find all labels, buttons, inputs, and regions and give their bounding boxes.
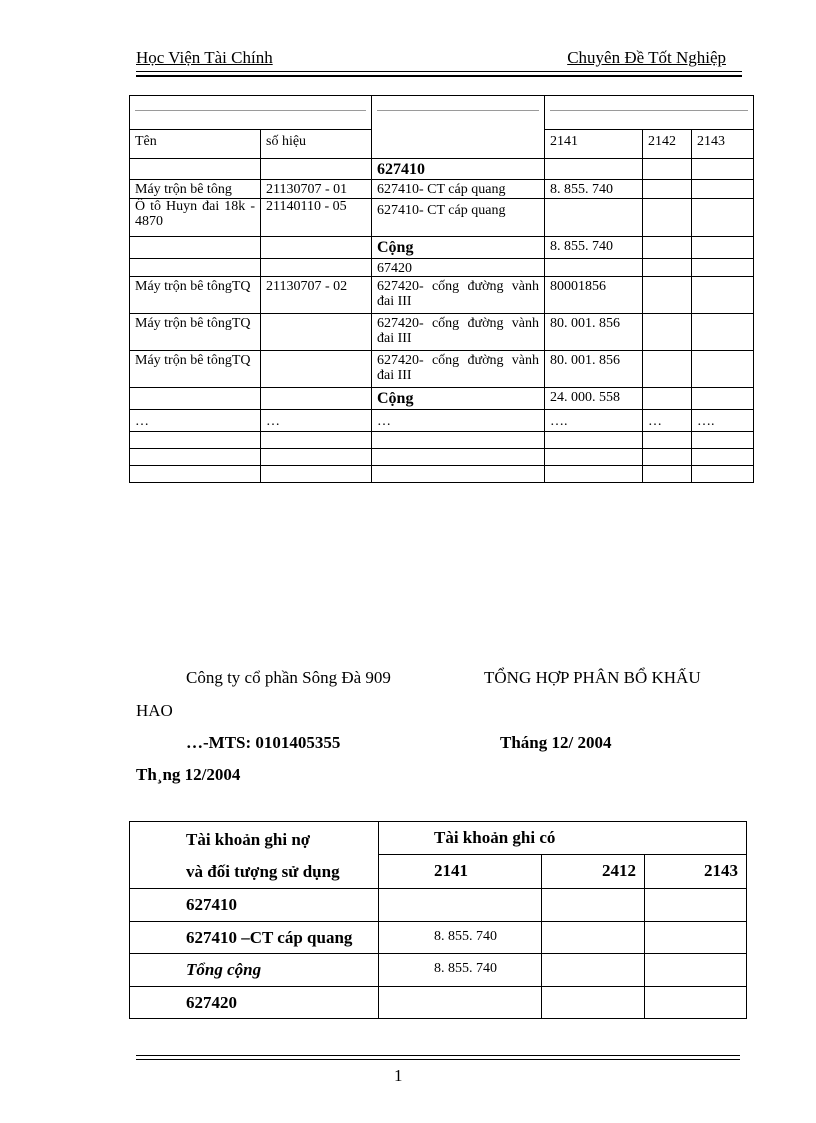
col-header-2141: 2141	[379, 854, 542, 888]
cell-2141: 8. 855. 740	[545, 237, 643, 259]
cell-2142	[643, 314, 692, 351]
empty-cell	[130, 432, 261, 449]
table-row	[130, 388, 754, 410]
cell-dien-giai: 67420	[372, 259, 545, 277]
cell-2143	[692, 351, 754, 388]
cell-2142	[643, 351, 692, 388]
cell-dien-giai: 627410- CT cáp quang	[372, 180, 545, 199]
empty-cell	[545, 449, 643, 466]
empty-cell	[643, 432, 692, 449]
empty-cell	[372, 466, 545, 483]
empty-cell	[130, 466, 261, 483]
cell-2141: 24. 000. 558	[545, 388, 643, 410]
cell-sohieu	[261, 314, 372, 351]
cell-2141	[545, 159, 643, 180]
cell-dien-giai: 627410	[372, 159, 545, 180]
header-right: Chuyên Đề Tốt Nghiệp	[567, 48, 726, 67]
cell-2142	[643, 388, 692, 410]
header-rule-thick	[136, 75, 742, 77]
table-row	[130, 449, 754, 466]
table-row	[130, 180, 754, 199]
cell-ten	[130, 388, 261, 410]
empty-cell	[545, 432, 643, 449]
cell-2141: 80. 001. 856	[545, 314, 643, 351]
total-label: Tổng cộng	[130, 954, 379, 987]
table-row	[130, 314, 754, 351]
cell-ten: Máy trộn bê tôngTQ	[130, 314, 261, 351]
cell-2142: …	[643, 410, 692, 432]
cell-dien-giai: Cộng	[372, 237, 545, 259]
report-title: TỔNG HỢP PHÂN BỔ KHẤU	[484, 668, 701, 687]
col-header-2141: 2141	[545, 130, 643, 159]
table-row	[130, 199, 754, 237]
empty-cell	[261, 466, 372, 483]
cell-2142	[643, 180, 692, 199]
cell-2141	[545, 259, 643, 277]
empty-cell	[372, 432, 545, 449]
mts-code: …-MTS: 0101405355	[186, 733, 341, 752]
cell-2142	[643, 277, 692, 314]
cell-sohieu: 21130707 - 02	[261, 277, 372, 314]
header-left: Học Viện Tài Chính	[136, 48, 273, 67]
cell-2142	[643, 259, 692, 277]
header-rule	[136, 71, 742, 72]
cell-dien-giai: 627420- cống đường vành đai III	[372, 351, 545, 388]
table-row	[130, 954, 747, 987]
col-header-2412: 2412	[542, 854, 645, 888]
empty-cell	[261, 449, 372, 466]
table-row	[130, 351, 754, 388]
cell-sohieu: …	[261, 410, 372, 432]
cell-ten: Máy trộn bê tôngTQ	[130, 351, 261, 388]
cell-2141: 80001856	[545, 277, 643, 314]
table-row	[130, 259, 754, 277]
cell-2143	[692, 388, 754, 410]
empty-cell	[130, 449, 261, 466]
cell-2141	[379, 987, 542, 1019]
cell-2143	[692, 237, 754, 259]
empty-cell	[372, 449, 545, 466]
table-row	[130, 987, 747, 1019]
col-header-sohieu: số hiệu	[261, 130, 372, 159]
cell-2143	[645, 954, 747, 987]
table-row	[130, 432, 754, 449]
cell-2141: 8. 855. 740	[545, 180, 643, 199]
cell-ten: Ô tô Huyn đai 18k - 4870	[130, 199, 261, 237]
cell-dien-giai: …	[372, 410, 545, 432]
cell-ten: …	[130, 410, 261, 432]
cell-2143	[645, 987, 747, 1019]
depreciation-table	[129, 95, 754, 483]
empty-cell	[692, 466, 754, 483]
debit-header-line2: và đối tượng sử dụng	[186, 862, 340, 881]
cell-2142	[643, 199, 692, 237]
cell-2143	[692, 259, 754, 277]
cell-sohieu	[261, 259, 372, 277]
cell-sohieu: 21140110 - 05	[261, 199, 372, 237]
footer-rule	[136, 1055, 740, 1056]
cell-sohieu	[261, 351, 372, 388]
cell-2141: 8. 855. 740	[379, 954, 542, 987]
cell-dien-giai: 627410- CT cáp quang	[372, 199, 545, 237]
table-row	[130, 410, 754, 432]
cell-sohieu: 21130707 - 01	[261, 180, 372, 199]
credit-account-header: Tài khoản ghi có	[379, 822, 747, 855]
cell-sohieu	[261, 159, 372, 180]
cell-sohieu	[261, 237, 372, 259]
cell-ten	[130, 259, 261, 277]
cell-2141	[545, 199, 643, 237]
header-blank-cell	[545, 96, 754, 130]
page-number: 1	[394, 1066, 403, 1085]
debit-header-line1: Tài khoản ghi nợ	[186, 830, 311, 849]
cell-2141: 8. 855. 740	[379, 922, 542, 954]
table-row	[130, 277, 754, 314]
report-title-cont: HAO	[136, 701, 173, 720]
cell-2412	[542, 889, 645, 922]
cell-2142	[643, 237, 692, 259]
cell-dien-giai: 627420- cống đường vành đai III	[372, 314, 545, 351]
empty-cell	[643, 466, 692, 483]
table-row	[130, 237, 754, 259]
summary-table	[129, 821, 747, 1019]
col-header-ten: Tên	[130, 130, 261, 159]
table-row	[130, 889, 747, 922]
cell-2143	[645, 922, 747, 954]
cell-sohieu	[261, 388, 372, 410]
table-row	[130, 159, 754, 180]
cell-2143	[692, 277, 754, 314]
debit-account-header	[130, 822, 379, 889]
cell-2141: ….	[545, 410, 643, 432]
cell-2412	[542, 987, 645, 1019]
cell-ten: Máy trộn bê tông	[130, 180, 261, 199]
footer-rule	[136, 1059, 740, 1060]
report-date: Th¸ng 12/2004	[136, 765, 241, 784]
empty-cell	[692, 432, 754, 449]
cell-2143	[692, 180, 754, 199]
empty-cell	[692, 449, 754, 466]
cell-ten	[130, 159, 261, 180]
company-name: Công ty cổ phần Sông Đà 909	[186, 668, 391, 687]
cell-2141	[379, 889, 542, 922]
cell-ten	[130, 237, 261, 259]
row-label: 627420	[130, 987, 379, 1019]
cell-2142	[643, 159, 692, 180]
report-month: Tháng 12/ 2004	[500, 733, 612, 752]
cell-2143: ….	[692, 410, 754, 432]
header-blank-cell	[130, 96, 372, 130]
cell-dien-giai: Cộng	[372, 388, 545, 410]
cell-2143	[645, 889, 747, 922]
empty-cell	[261, 432, 372, 449]
cell-2143	[692, 159, 754, 180]
col-header-2142: 2142	[643, 130, 692, 159]
col-header-2143: 2143	[692, 130, 754, 159]
row-label: 627410 –CT cáp quang	[130, 922, 379, 954]
cell-dien-giai: 627420- cống đường vành đai III	[372, 277, 545, 314]
row-label: 627410	[130, 889, 379, 922]
cell-ten: Máy trộn bê tôngTQ	[130, 277, 261, 314]
cell-2412	[542, 954, 645, 987]
col-header-2143: 2143	[645, 854, 747, 888]
empty-cell	[643, 449, 692, 466]
cell-2143	[692, 314, 754, 351]
empty-cell	[545, 466, 643, 483]
table-row	[130, 466, 754, 483]
header-blank-cell	[372, 96, 545, 159]
table-row	[130, 922, 747, 954]
cell-2143	[692, 199, 754, 237]
cell-2412	[542, 922, 645, 954]
cell-2141: 80. 001. 856	[545, 351, 643, 388]
